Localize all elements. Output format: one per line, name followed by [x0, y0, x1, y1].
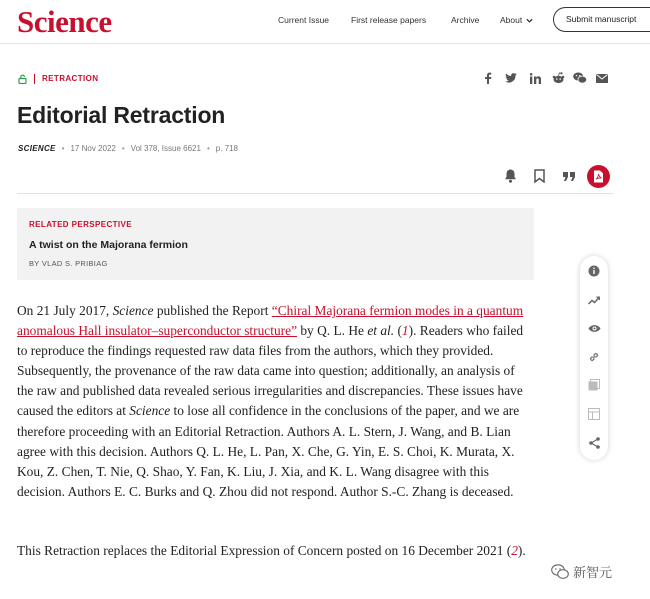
- text-span: This Retraction replaces the Editorial Expression of Concern posted on 16 December 2021 (: [17, 543, 512, 558]
- meta-separator: •: [206, 144, 210, 153]
- journal-name[interactable]: SCIENCE: [18, 144, 56, 153]
- text-span: (: [394, 323, 402, 339]
- watermark: [551, 562, 612, 581]
- facebook-icon[interactable]: [481, 71, 495, 85]
- wechat-icon[interactable]: [573, 71, 587, 85]
- text-span: published the Report: [153, 303, 272, 318]
- eye-icon[interactable]: [587, 321, 601, 335]
- info-icon[interactable]: [587, 264, 601, 278]
- kicker-divider: [34, 74, 35, 84]
- nav-current-issue[interactable]: Current Issue: [278, 15, 330, 25]
- related-perspective-card[interactable]: [17, 208, 534, 280]
- reference-link-1[interactable]: 1: [401, 323, 409, 339]
- reference-link-2[interactable]: 2: [511, 543, 518, 558]
- text-span: to lose all confidence in the conclusions of the paper, and we are therefore proceeding with an Editorial Retraction. Authors A. L. Stern, J. Wang, and B. Lian agree with this decision. Authors Q. L. He, L. Pan, X. Che, G. Yin, E. S. Choi, K. Murata, X. Kou, Z. Chen, T. Nie, Q. Shao, Y. Fan, K. Liu, J. Xia, and K. L. Wang disagree with this decision. Authors E. C. Burks and Q. Zhou did not respond. Author S.-C. Zhang is deceased.: [17, 403, 520, 499]
- linkedin-icon[interactable]: [528, 71, 542, 85]
- metrics-icon[interactable]: [587, 293, 601, 307]
- volume-issue[interactable]: Vol 378, Issue 6621: [130, 144, 201, 153]
- bell-icon[interactable]: [501, 167, 519, 185]
- retraction-paragraph: [17, 301, 534, 502]
- twitter-icon[interactable]: [504, 71, 518, 85]
- nav-first-release[interactable]: First release papers: [351, 15, 427, 25]
- original-report-link[interactable]: “Chiral Majorana fermion modes in a quantum anomalous Hall insulator–superconductor structure”: [17, 303, 524, 339]
- tables-icon[interactable]: [587, 407, 601, 421]
- share-icon[interactable]: [587, 436, 601, 450]
- pdf-icon: [593, 170, 604, 183]
- text-span: by Q. L. He: [297, 323, 368, 339]
- replacement-note-paragraph: [17, 541, 534, 561]
- section-divider: [17, 193, 613, 194]
- meta-separator: •: [61, 144, 65, 153]
- text-span: ).: [517, 543, 526, 558]
- watermark-text: 新智元: [573, 565, 613, 580]
- nav-about-label: About: [500, 15, 523, 25]
- submit-manuscript-button[interactable]: Submit manuscript: [553, 7, 650, 32]
- text-span: On 21 July 2017,: [17, 303, 113, 318]
- et-al: et al.: [367, 323, 395, 339]
- page-number: p. 718: [215, 144, 239, 153]
- link-icon[interactable]: [587, 350, 601, 364]
- related-title[interactable]: A twist on the Majorana fermion: [29, 239, 188, 251]
- meta-separator: •: [121, 144, 125, 153]
- related-label: RELATED PERSPECTIVE: [29, 220, 133, 229]
- science-logo[interactable]: Science: [17, 4, 112, 39]
- lock-open-icon: [18, 74, 27, 84]
- page-title: Editorial Retraction: [17, 102, 226, 128]
- chevron-down-icon: [525, 16, 534, 25]
- email-icon[interactable]: [595, 71, 609, 85]
- related-author: BY VLAD S. PRIBIAG: [29, 259, 108, 268]
- figures-icon[interactable]: [587, 378, 601, 392]
- publish-date: 17 Nov 2022: [70, 144, 116, 153]
- journal-italic: Science: [129, 403, 171, 419]
- nav-about[interactable]: [500, 15, 534, 25]
- quote-icon[interactable]: [560, 167, 578, 185]
- pdf-download-button[interactable]: [587, 165, 610, 188]
- reddit-icon[interactable]: [551, 71, 565, 85]
- article-meta: [18, 144, 238, 153]
- article-type[interactable]: RETRACTION: [42, 74, 99, 83]
- wechat-logo-icon: [551, 564, 569, 580]
- article-tools-rail: [580, 256, 608, 460]
- journal-italic: Science: [112, 303, 154, 318]
- site-header: [0, 0, 650, 44]
- text-span: ). Readers who failed to reproduce the findings requested raw data files from the authors, which they provided. Subsequently, the provenance of the raw data came into question; additionally, an analysis of the raw and published data revealed serious irregularities and discrepancies. These issues have caused the editors at: [17, 323, 524, 419]
- bookmark-icon[interactable]: [530, 167, 548, 185]
- nav-archive[interactable]: Archive: [451, 15, 480, 25]
